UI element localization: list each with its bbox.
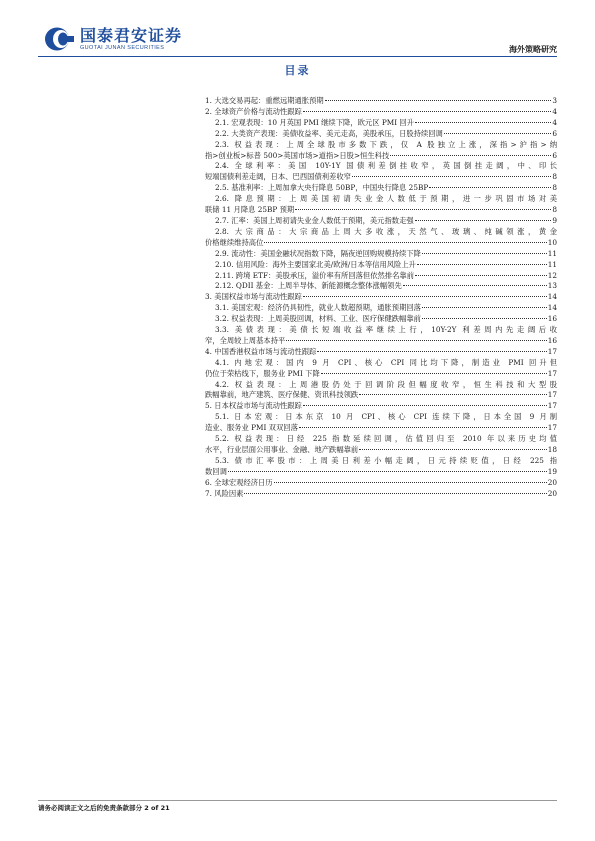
toc-leader-dots bbox=[422, 318, 547, 319]
toc-leader-dots bbox=[299, 427, 547, 428]
toc-entry-text: 窄，全周较上周基本持平 bbox=[205, 335, 286, 345]
toc-entry-text: 2.1. 宏观表现：10 月英国 PMI 继续下降，欧元区 PMI 回升 bbox=[215, 117, 414, 127]
toc-page-number: 13 bbox=[547, 281, 557, 291]
toc-entry-text: 1. 大选交易再起：重燃远期通胀预期 bbox=[205, 96, 324, 105]
toc-page-number: 4 bbox=[552, 117, 557, 127]
toc-leader-dots bbox=[303, 405, 547, 406]
toc-leader-dots bbox=[352, 176, 551, 177]
toc-entry[interactable] bbox=[205, 140, 557, 162]
toc-page-number: 9 bbox=[552, 215, 557, 225]
toc-leader-dots bbox=[422, 253, 547, 254]
toc-entry-text: 价格继续维持高位 bbox=[205, 237, 264, 247]
toc-entry-text: 数回调 bbox=[205, 466, 227, 476]
footer-divider bbox=[38, 800, 557, 801]
toc-entry[interactable] bbox=[205, 489, 557, 500]
toc-entry-text: 跌幅靠前，地产建筑、医疗保健、资讯科技领跌 bbox=[205, 390, 359, 400]
toc-entry[interactable] bbox=[205, 303, 557, 314]
toc-entry[interactable] bbox=[205, 216, 557, 227]
toc-entry[interactable] bbox=[205, 412, 557, 434]
toc-leader-dots bbox=[417, 264, 547, 265]
report-type-label: 海外策略研究 bbox=[509, 45, 557, 54]
toc-entry-text: 2.6. 降息预期：上周美国初请失业金人数低于预期，进一步巩固市场对美 bbox=[215, 194, 557, 204]
toc-entry[interactable] bbox=[205, 358, 557, 380]
toc-entry[interactable] bbox=[205, 434, 557, 456]
toc-entry-text: 2.8. 大宗商品：大宗商品上周大多收涨，天然气、玻璃、纯碱领涨，黄金 bbox=[215, 226, 557, 236]
toc-entry[interactable] bbox=[205, 314, 557, 325]
toc-entry-text: 3.2. 权益表现：上周美股回调，材料、工业、医疗保健跌幅靠前 bbox=[215, 314, 421, 324]
toc-entry-text: 2.4. 全球利率：美国 10Y-1Y 国债利差倒挂收窄，英国倒挂走阔，中、印长 bbox=[215, 161, 557, 171]
toc-page-number: 3 bbox=[552, 96, 557, 105]
toc-page-number: 17 bbox=[547, 423, 557, 433]
toc-entry-text: 2. 全球资产价格与流动性跟踪 bbox=[205, 106, 302, 116]
toc-page-number: 8 bbox=[552, 183, 557, 193]
toc-entry-text: 5.3. 债市汇率股市：上周美日利差小幅走阔，日元持续贬值，日经 225 指 bbox=[215, 455, 557, 465]
toc-entry[interactable] bbox=[205, 249, 557, 260]
toc-entry[interactable] bbox=[205, 161, 557, 183]
toc-page-number: 19 bbox=[547, 466, 557, 476]
toc-entry[interactable] bbox=[205, 456, 557, 478]
toc-entry[interactable] bbox=[205, 380, 557, 402]
toc-leader-dots bbox=[264, 242, 546, 243]
logo-english-name: GUOTAI JUNAN SECURITIES bbox=[80, 44, 165, 51]
toc-page-number: 17 bbox=[547, 390, 557, 400]
toc-page-number: 11 bbox=[547, 259, 557, 269]
toc-page-number: 16 bbox=[547, 335, 557, 345]
toc-entry[interactable] bbox=[205, 129, 557, 140]
toc-entry-text: 2.11. 跨境 ETF：美股承压，溢价率有所回落但依然排名靠前 bbox=[215, 270, 414, 280]
toc-leader-dots bbox=[429, 187, 551, 188]
toc-entry-text: 5.1. 日本宏观：日本东京 10 月 CPI、核心 CPI 连续下降，日本全国 9 月制 bbox=[215, 412, 557, 422]
toc-entry-text: 仍位于荣枯线下，服务业 PMI 下降 bbox=[205, 368, 320, 378]
toc-entry-text: 4.2. 权益表现：上周港股仍处于回调阶段但幅度收窄，恒生科技和大型股 bbox=[215, 379, 557, 389]
toc-entry-text: 4. 中国香港权益市场与流动性跟踪 bbox=[205, 346, 317, 356]
toc-entry[interactable] bbox=[205, 478, 557, 489]
toc-leader-dots bbox=[415, 275, 547, 276]
toc-entry-text: 5. 日本权益市场与流动性跟踪 bbox=[205, 401, 302, 411]
toc-leader-dots bbox=[390, 155, 551, 156]
toc-entry-text: 7. 风险因素 bbox=[205, 488, 244, 498]
guotai-junan-logo-icon bbox=[44, 26, 74, 52]
toc-entry[interactable] bbox=[205, 96, 557, 107]
toc-entry-text: 短端国债利差走阔，日本、巴西国债利差收窄 bbox=[205, 172, 351, 182]
toc-entry-text: 6. 全球宏观经济日历 bbox=[205, 477, 273, 487]
toc-entry-text: 3. 美国权益市场与流动性跟踪 bbox=[205, 292, 302, 302]
toc-leader-dots bbox=[274, 482, 547, 483]
toc-page-number: 11 bbox=[547, 248, 557, 258]
toc-page-number: 8 bbox=[552, 172, 557, 182]
toc-page-number: 6 bbox=[552, 128, 557, 138]
toc-leader-dots bbox=[228, 471, 547, 472]
toc-page-number: 20 bbox=[547, 477, 557, 487]
toc-entry-text: 指>创业板>标普 500>英国市场>道指>日股>恒生科技 bbox=[205, 150, 390, 160]
toc-leader-dots bbox=[286, 340, 546, 341]
toc-entry[interactable] bbox=[205, 183, 557, 194]
toc-entry[interactable] bbox=[205, 325, 557, 347]
toc-entry[interactable] bbox=[205, 118, 557, 129]
toc-entry[interactable] bbox=[205, 347, 557, 358]
toc-entry[interactable] bbox=[205, 260, 557, 271]
toc-page-number: 8 bbox=[552, 205, 557, 215]
toc-entry[interactable] bbox=[205, 292, 557, 303]
toc-title: 目录 bbox=[284, 64, 311, 77]
toc-entry-text: 3.1. 美国宏观：经济仍具韧性，就业人数超预期，通胀预期回落 bbox=[215, 303, 421, 313]
toc-entry-text: 4.1. 内地宏观：国内 9 月 CPI、核心 CPI 同比均下降，制造业 PMI 回升但 bbox=[215, 357, 557, 367]
toc-leader-dots bbox=[303, 296, 547, 297]
toc-leader-dots bbox=[325, 100, 552, 101]
toc-entry[interactable] bbox=[205, 107, 557, 118]
toc-leader-dots bbox=[444, 133, 551, 134]
toc-page-number: 16 bbox=[547, 314, 557, 324]
logo-chinese-name: 国泰君安证券 bbox=[80, 25, 183, 45]
toc-entry-text: 2.7. 汇率：美国上周初请失业金人数低于预期，美元指数走强 bbox=[215, 215, 414, 225]
toc-leader-dots bbox=[422, 307, 547, 308]
toc-entry-text: 2.9. 流动性：美国金融状况指数下降，隔夜逆回购规模持续下降 bbox=[215, 248, 421, 258]
toc-entry-text: 2.10. 信用风险：海外主要国家北美/欧洲/日本等信用风险上升 bbox=[215, 259, 416, 269]
toc-entry[interactable] bbox=[205, 227, 557, 249]
toc-page-number: 12 bbox=[547, 270, 557, 280]
company-logo bbox=[44, 26, 182, 52]
toc-leader-dots bbox=[415, 220, 552, 221]
toc-page-number: 14 bbox=[547, 303, 557, 313]
table-of-contents bbox=[205, 96, 557, 500]
toc-page-number: 4 bbox=[552, 106, 557, 116]
toc-entry-text: 2.3. 权益表现：上周全球股市多数下跌，仅 A 股独立上涨，深指>沪指>纳 bbox=[215, 139, 557, 149]
toc-leader-dots bbox=[295, 209, 551, 210]
toc-leader-dots bbox=[415, 122, 551, 123]
toc-entry[interactable] bbox=[205, 271, 557, 282]
toc-page-number: 18 bbox=[547, 445, 557, 454]
toc-page-number: 20 bbox=[547, 488, 557, 498]
footer-disclaimer: 请务必阅读正文之后的免责条款部分 2 of 21 bbox=[38, 804, 170, 812]
toc-entry-text: 3.3. 美债表现：美债长短端收益率继续上行，10Y-2Y 利差周内先走阔后收 bbox=[215, 325, 557, 335]
toc-leader-dots bbox=[359, 449, 546, 450]
toc-page-number: 17 bbox=[547, 346, 557, 356]
toc-page-number: 6 bbox=[552, 150, 557, 160]
toc-entry-text: 水平，行业层面公用事业、金融、地产跌幅靠前 bbox=[205, 445, 359, 454]
header-divider bbox=[38, 56, 557, 57]
toc-leader-dots bbox=[321, 373, 547, 374]
toc-entry-text: 造业、服务业 PMI 双双回落 bbox=[205, 423, 298, 433]
toc-entry-text: 2.2. 大类资产表现：美债收益率、美元走高，美股承压，日股持续回调 bbox=[215, 128, 443, 138]
toc-entry-text: 联储 11 月降息 25BP 预期 bbox=[205, 205, 295, 215]
toc-entry-text: 5.2. 权益表现：日经 225 指数延续回调，估值回归至 2010 年以来历史均值 bbox=[215, 434, 557, 444]
toc-leader-dots bbox=[359, 394, 546, 395]
toc-entry[interactable] bbox=[205, 281, 557, 292]
toc-leader-dots bbox=[403, 285, 547, 286]
toc-entry[interactable] bbox=[205, 194, 557, 216]
toc-entry-text: 2.12. QDII 基金：上周半导体、新能源概念整体涨幅领先 bbox=[215, 281, 402, 291]
toc-page-number: 14 bbox=[547, 292, 557, 302]
toc-page-number: 17 bbox=[547, 401, 557, 411]
toc-entry-text: 2.5. 基准利率：上周加拿大央行降息 50BP，中国央行降息 25BP bbox=[215, 183, 429, 193]
toc-leader-dots bbox=[244, 493, 546, 494]
toc-page-number: 10 bbox=[547, 237, 557, 247]
toc-entry[interactable] bbox=[205, 401, 557, 412]
toc-page-number: 17 bbox=[547, 368, 557, 378]
toc-leader-dots bbox=[303, 111, 552, 112]
toc-leader-dots bbox=[317, 351, 546, 352]
